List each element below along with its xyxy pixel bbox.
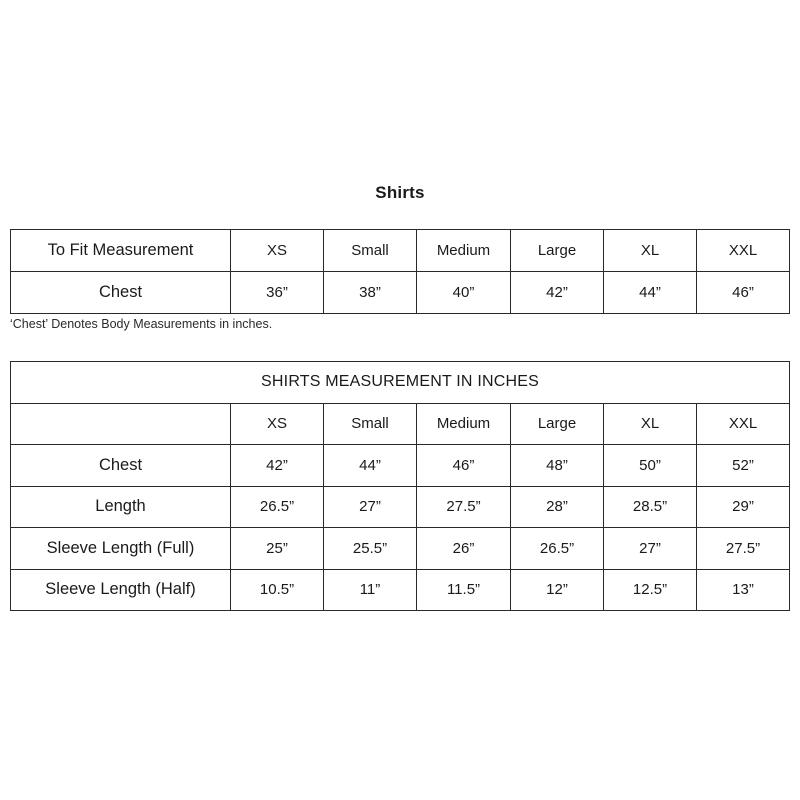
size-header-xxl: XXL <box>697 403 790 445</box>
table-cell: 29” <box>697 486 790 528</box>
header-cell <box>11 403 231 445</box>
size-header-medium: Medium <box>417 230 511 272</box>
row-label: Length <box>11 486 231 528</box>
table-cell: 11.5” <box>417 569 511 611</box>
table-cell: 12.5” <box>604 569 697 611</box>
row-label: Sleeve Length (Full) <box>11 528 231 570</box>
table-cell: 27.5” <box>417 486 511 528</box>
table-cell: 25” <box>231 528 324 570</box>
table-cell: 26” <box>417 528 511 570</box>
table-cell: 46” <box>697 272 790 314</box>
row-label: Sleeve Length (Half) <box>11 569 231 611</box>
size-header-xl: XL <box>604 403 697 445</box>
footnote: ‘Chest’ Denotes Body Measurements in inches. <box>10 317 273 331</box>
table-cell: 50” <box>604 445 697 487</box>
size-header-small: Small <box>324 230 417 272</box>
table-cell: 10.5” <box>231 569 324 611</box>
table-caption: SHIRTS MEASUREMENT IN INCHES <box>11 362 790 404</box>
row-label: Chest <box>11 445 231 487</box>
size-header-large: Large <box>511 230 604 272</box>
table-row <box>11 272 790 314</box>
table-cell: 11” <box>324 569 417 611</box>
size-header-xxl: XXL <box>697 230 790 272</box>
table-cell: 25.5” <box>324 528 417 570</box>
table-cell: 38” <box>324 272 417 314</box>
table-cell: 44” <box>324 445 417 487</box>
table-cell: 52” <box>697 445 790 487</box>
table-caption-row <box>11 362 790 404</box>
table-cell: 44” <box>604 272 697 314</box>
table-header-row <box>11 403 790 445</box>
size-header-xs: XS <box>231 230 324 272</box>
size-header-large: Large <box>511 403 604 445</box>
table-cell: 42” <box>231 445 324 487</box>
table-cell: 42” <box>511 272 604 314</box>
size-header-xl: XL <box>604 230 697 272</box>
table-header-row <box>11 230 790 272</box>
table-cell: 26.5” <box>231 486 324 528</box>
table-cell: 48” <box>511 445 604 487</box>
table-cell: 13” <box>697 569 790 611</box>
header-cell: To Fit Measurement <box>11 230 231 272</box>
table-cell: 27” <box>324 486 417 528</box>
shirt-measurement-table <box>10 361 790 611</box>
size-header-medium: Medium <box>417 403 511 445</box>
table-cell: 40” <box>417 272 511 314</box>
table-row <box>11 528 790 570</box>
table-cell: 46” <box>417 445 511 487</box>
size-header-small: Small <box>324 403 417 445</box>
page-title: Shirts <box>375 183 425 202</box>
row-label: Chest <box>11 272 231 314</box>
table-row <box>11 486 790 528</box>
table-cell: 28.5” <box>604 486 697 528</box>
table-row <box>11 569 790 611</box>
table-cell: 12” <box>511 569 604 611</box>
size-header-xs: XS <box>231 403 324 445</box>
table-row <box>11 445 790 487</box>
table-cell: 36” <box>231 272 324 314</box>
table-cell: 28” <box>511 486 604 528</box>
fit-measurement-table <box>10 229 790 314</box>
table-cell: 27.5” <box>697 528 790 570</box>
table-cell: 27” <box>604 528 697 570</box>
table-cell: 26.5” <box>511 528 604 570</box>
